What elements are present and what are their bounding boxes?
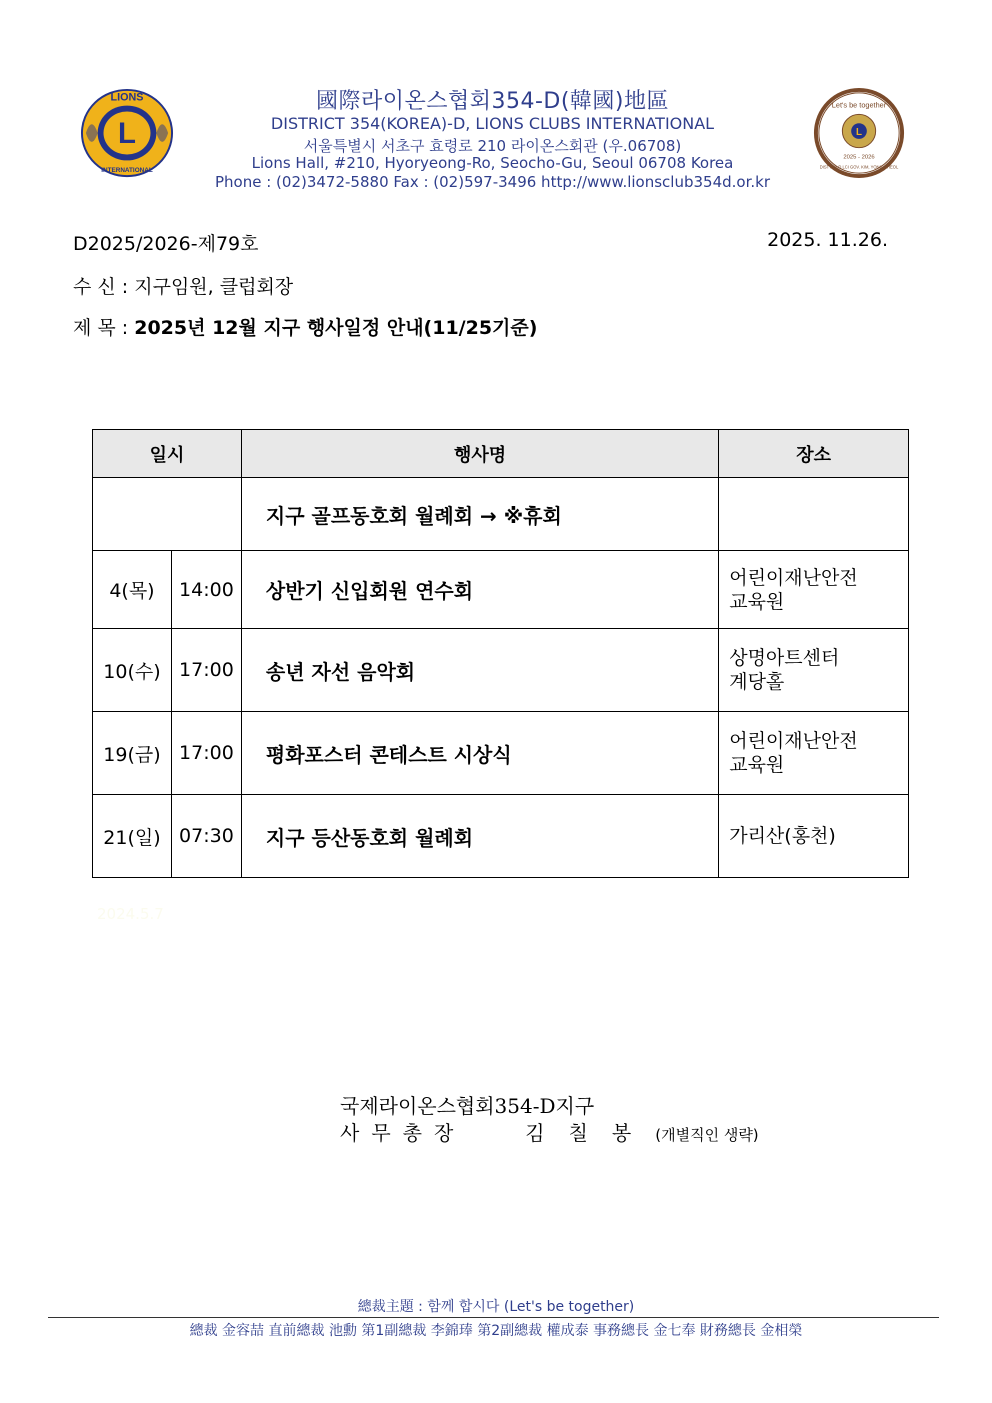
- cell-event: 지구 골프동호회 월례회 → ※휴회: [241, 478, 718, 551]
- cell-time: 14:00: [171, 551, 241, 629]
- schedule-table: [92, 429, 909, 878]
- recipient-value: 지구임원, 클럽회장: [134, 276, 294, 298]
- recipient-line: [73, 272, 293, 299]
- cell-place-empty: [719, 478, 909, 551]
- place-line: 상명아트센터: [729, 647, 840, 669]
- seal-top-text: Let's be together: [831, 100, 887, 110]
- recipient-label: 수 신 :: [73, 276, 135, 298]
- footer-theme: 總裁主題 : 함께 합시다 (Let's be together): [357, 1299, 635, 1315]
- cell-event: 송년 자선 음악회: [241, 629, 718, 712]
- header-address-en: Lions Hall, #210, Hyoryeong-Ro, Seocho-Gu, Seoul 06708 Korea: [251, 154, 734, 172]
- place-line: 가리산(홍천): [729, 825, 836, 847]
- faint-watermark-text: 2024.5.7: [97, 905, 164, 923]
- cell-day: 10(수): [93, 629, 172, 712]
- subject-value: 2025년 12월 지구 행사일정 안내(11/25기준): [134, 317, 538, 339]
- signature-organization: 국제라이온스협회354-D지구: [340, 1094, 595, 1118]
- table-row: [93, 795, 909, 878]
- svg-text:L: L: [856, 126, 862, 138]
- cell-event: 평화포스터 콘테스트 시상식: [241, 712, 718, 795]
- header-place: 장소: [719, 430, 909, 478]
- signature-title: 사무총장: [340, 1121, 466, 1145]
- place-line: 교육원: [729, 754, 785, 776]
- header-contact: Phone : (02)3472-5880 Fax : (02)597-3496 http://www.lionsclub354d.or.kr: [215, 173, 770, 191]
- lions-logo-top-text: LIONS: [110, 91, 144, 104]
- lions-logo-letter: L: [118, 116, 136, 150]
- cell-place: [719, 629, 909, 712]
- cell-time: 17:00: [171, 712, 241, 795]
- seal-bottom-text: DIST 354-D LCI GOV. KIM, YONG-CHEOL: [819, 164, 899, 170]
- place-line: 어린이재난안전: [729, 566, 858, 589]
- cell-time: 07:30: [171, 795, 241, 878]
- cell-place: [719, 712, 909, 795]
- governor-seal-logo: [810, 86, 908, 180]
- place-line: 어린이재난안전: [729, 730, 858, 752]
- seal-years: 2025 - 2026: [843, 154, 875, 161]
- lions-logo-bottom-text: INTERNATIONAL: [101, 167, 153, 175]
- cell-event: 지구 등산동호회 월례회: [241, 795, 718, 878]
- signature-name: 김칠봉: [525, 1121, 656, 1145]
- cell-datetime-empty: [93, 478, 242, 551]
- table-row: [93, 551, 909, 629]
- footer-divider: [48, 1317, 939, 1318]
- subject-line: [73, 313, 537, 340]
- header-address-ko: 서울특별시 서초구 효령로 210 라이온스회관 (우.06708): [303, 137, 682, 155]
- cell-place: [719, 551, 909, 629]
- document-date: 2025. 11.26.: [767, 229, 888, 251]
- document-number: D2025/2026-제79호: [73, 233, 259, 255]
- signature-line: [340, 1117, 759, 1146]
- signature-note: (개별직인 생략): [655, 1126, 759, 1144]
- cell-event: 상반기 신입회원 연수회: [241, 551, 718, 629]
- place-line: 계당홀: [729, 671, 785, 693]
- cell-place: [719, 795, 909, 878]
- header-district: DISTRICT 354(KOREA)-D, LIONS CLUBS INTERNATIONAL: [270, 114, 715, 133]
- footer-officers: 總裁 金容喆 直前總裁 池勳 第1副總裁 李錦琫 第2副總裁 權成泰 事務總長 金七奉 財務總長 金相榮: [189, 1323, 803, 1339]
- table-row: [93, 629, 909, 712]
- table-row: [93, 478, 909, 551]
- subject-label: 제 목 :: [73, 317, 135, 339]
- header-datetime: 일시: [93, 430, 242, 478]
- header-event: 행사명: [241, 430, 718, 478]
- table-row: [93, 712, 909, 795]
- place-line: 교육원: [729, 590, 785, 613]
- table-header-row: [93, 430, 909, 478]
- cell-time: 17:00: [171, 629, 241, 712]
- cell-day: 19(금): [93, 712, 172, 795]
- cell-day: 21(일): [93, 795, 172, 878]
- cell-day: 4(목): [93, 551, 172, 629]
- lions-logo: [78, 86, 176, 180]
- header-title: 國際라이온스협회354-D(韓國)地區: [315, 89, 670, 114]
